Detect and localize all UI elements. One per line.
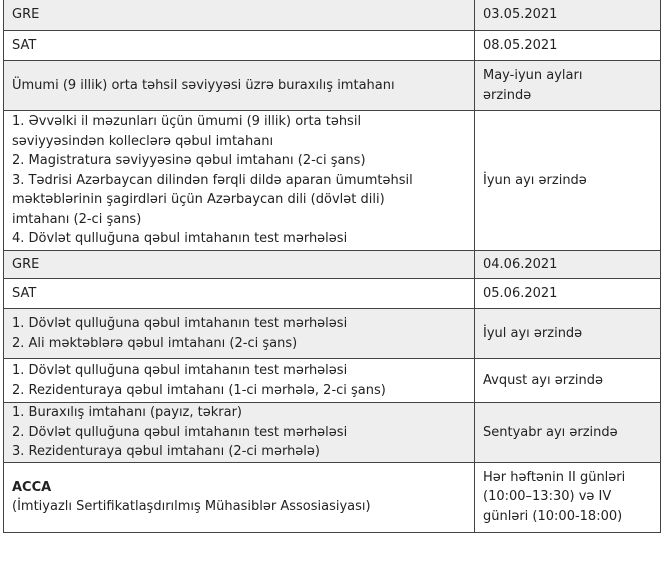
exam-date-line: 05.06.2021 <box>483 285 558 301</box>
exam-name-line: (İmtiyazlı Sertifikatlaşdırılmış Mühasiblər Assosiasiyası) <box>12 499 371 515</box>
exam-name-cell <box>4 61 475 111</box>
exam-name-line: 3. Tədrisi Azərbaycan dilindən fərqli dildə aparan ümumtəhsil <box>12 172 413 188</box>
exam-name-cell <box>4 359 475 403</box>
exam-name-line: SAT <box>12 37 37 53</box>
table-row <box>4 0 661 31</box>
exam-date-cell <box>475 309 661 359</box>
exam-name-cell <box>4 31 475 61</box>
exam-name-line: səviyyəsindən kolleclərə qəbul imtahanı <box>12 133 274 149</box>
exam-name-line: imtahanı (2-ci şans) <box>12 211 142 227</box>
table-row <box>4 61 661 111</box>
exam-date-cell <box>475 0 661 31</box>
exam-name-cell <box>4 111 475 251</box>
exam-schedule-body <box>4 0 661 532</box>
exam-date-cell <box>475 111 661 251</box>
exam-name-line: 1. Buraxılış imtahanı (payız, təkrar) <box>12 405 243 420</box>
exam-schedule-table <box>3 0 661 533</box>
exam-name-line: GRE <box>12 256 40 272</box>
exam-name-line: 1. Dövlət qulluğuna qəbul imtahanın test mərhələsi <box>12 362 348 378</box>
table-row <box>4 31 661 61</box>
exam-date-line: (10:00–13:30) və IV <box>483 489 612 505</box>
exam-date-line: İyun ayı ərzində <box>483 172 587 188</box>
exam-name-cell <box>4 403 475 463</box>
table-row <box>4 403 661 463</box>
exam-date-cell <box>475 251 661 279</box>
exam-date-cell <box>475 61 661 111</box>
exam-title: ACCA <box>12 479 52 495</box>
exam-date-line: Avqust ayı ərzində <box>483 372 603 388</box>
exam-date-line: 03.05.2021 <box>483 6 558 22</box>
exam-name-cell <box>4 251 475 279</box>
table-row <box>4 359 661 403</box>
exam-name-line: 2. Rezidenturaya qəbul imtahanı (1-ci mərhələ, 2-ci şans) <box>12 382 386 398</box>
exam-date-line: May-iyun ayları <box>483 67 583 83</box>
exam-date-cell <box>475 279 661 309</box>
exam-date-cell <box>475 403 661 463</box>
exam-date-line: günləri (10:00-18:00) <box>483 509 623 525</box>
exam-name-line: 4. Dövlət qulluğuna qəbul imtahanın test mərhələsi <box>12 231 348 247</box>
exam-date-line: ərzində <box>483 87 532 103</box>
exam-name-cell <box>4 0 475 31</box>
exam-name-line: Ümumi (9 illik) orta təhsil səviyyəsi üzrə buraxılış imtahanı <box>12 77 395 93</box>
exam-name-line: 2. Ali məktəblərə qəbul imtahanı (2-ci şans) <box>12 335 298 351</box>
exam-name-line: SAT <box>12 285 37 301</box>
exam-date-line: Hər həftənin II günləri <box>483 469 626 485</box>
exam-date-cell <box>475 359 661 403</box>
exam-name-line: 2. Dövlət qulluğuna qəbul imtahanın test mərhələsi <box>12 424 348 440</box>
table-row <box>4 251 661 279</box>
exam-name-line: 3. Rezidenturaya qəbul imtahanı (2-ci mərhələ) <box>12 444 320 460</box>
table-row <box>4 462 661 532</box>
table-row <box>4 111 661 251</box>
exam-name-line: məktəblərinin şagirdləri üçün Azərbaycan dili (dövlət dili) <box>12 192 385 208</box>
exam-date-cell <box>475 31 661 61</box>
exam-name-cell <box>4 309 475 359</box>
exam-date-line: Sentyabr ayı ərzində <box>483 424 618 440</box>
exam-name-line: 2. Magistratura səviyyəsinə qəbul imtahanı (2-ci şans) <box>12 153 366 169</box>
exam-date-line: İyul ayı ərzində <box>483 325 583 341</box>
exam-name-cell <box>4 462 475 532</box>
exam-date-line: 08.05.2021 <box>483 37 558 53</box>
table-row <box>4 309 661 359</box>
exam-date-cell <box>475 462 661 532</box>
exam-name-cell <box>4 279 475 309</box>
exam-date-line: 04.06.2021 <box>483 256 558 272</box>
exam-name-line: GRE <box>12 6 40 22</box>
table-row <box>4 279 661 309</box>
exam-name-line: 1. Əvvəlki il məzunları üçün ümumi (9 illik) orta təhsil <box>12 113 362 129</box>
exam-name-line: 1. Dövlət qulluğuna qəbul imtahanın test mərhələsi <box>12 315 348 331</box>
